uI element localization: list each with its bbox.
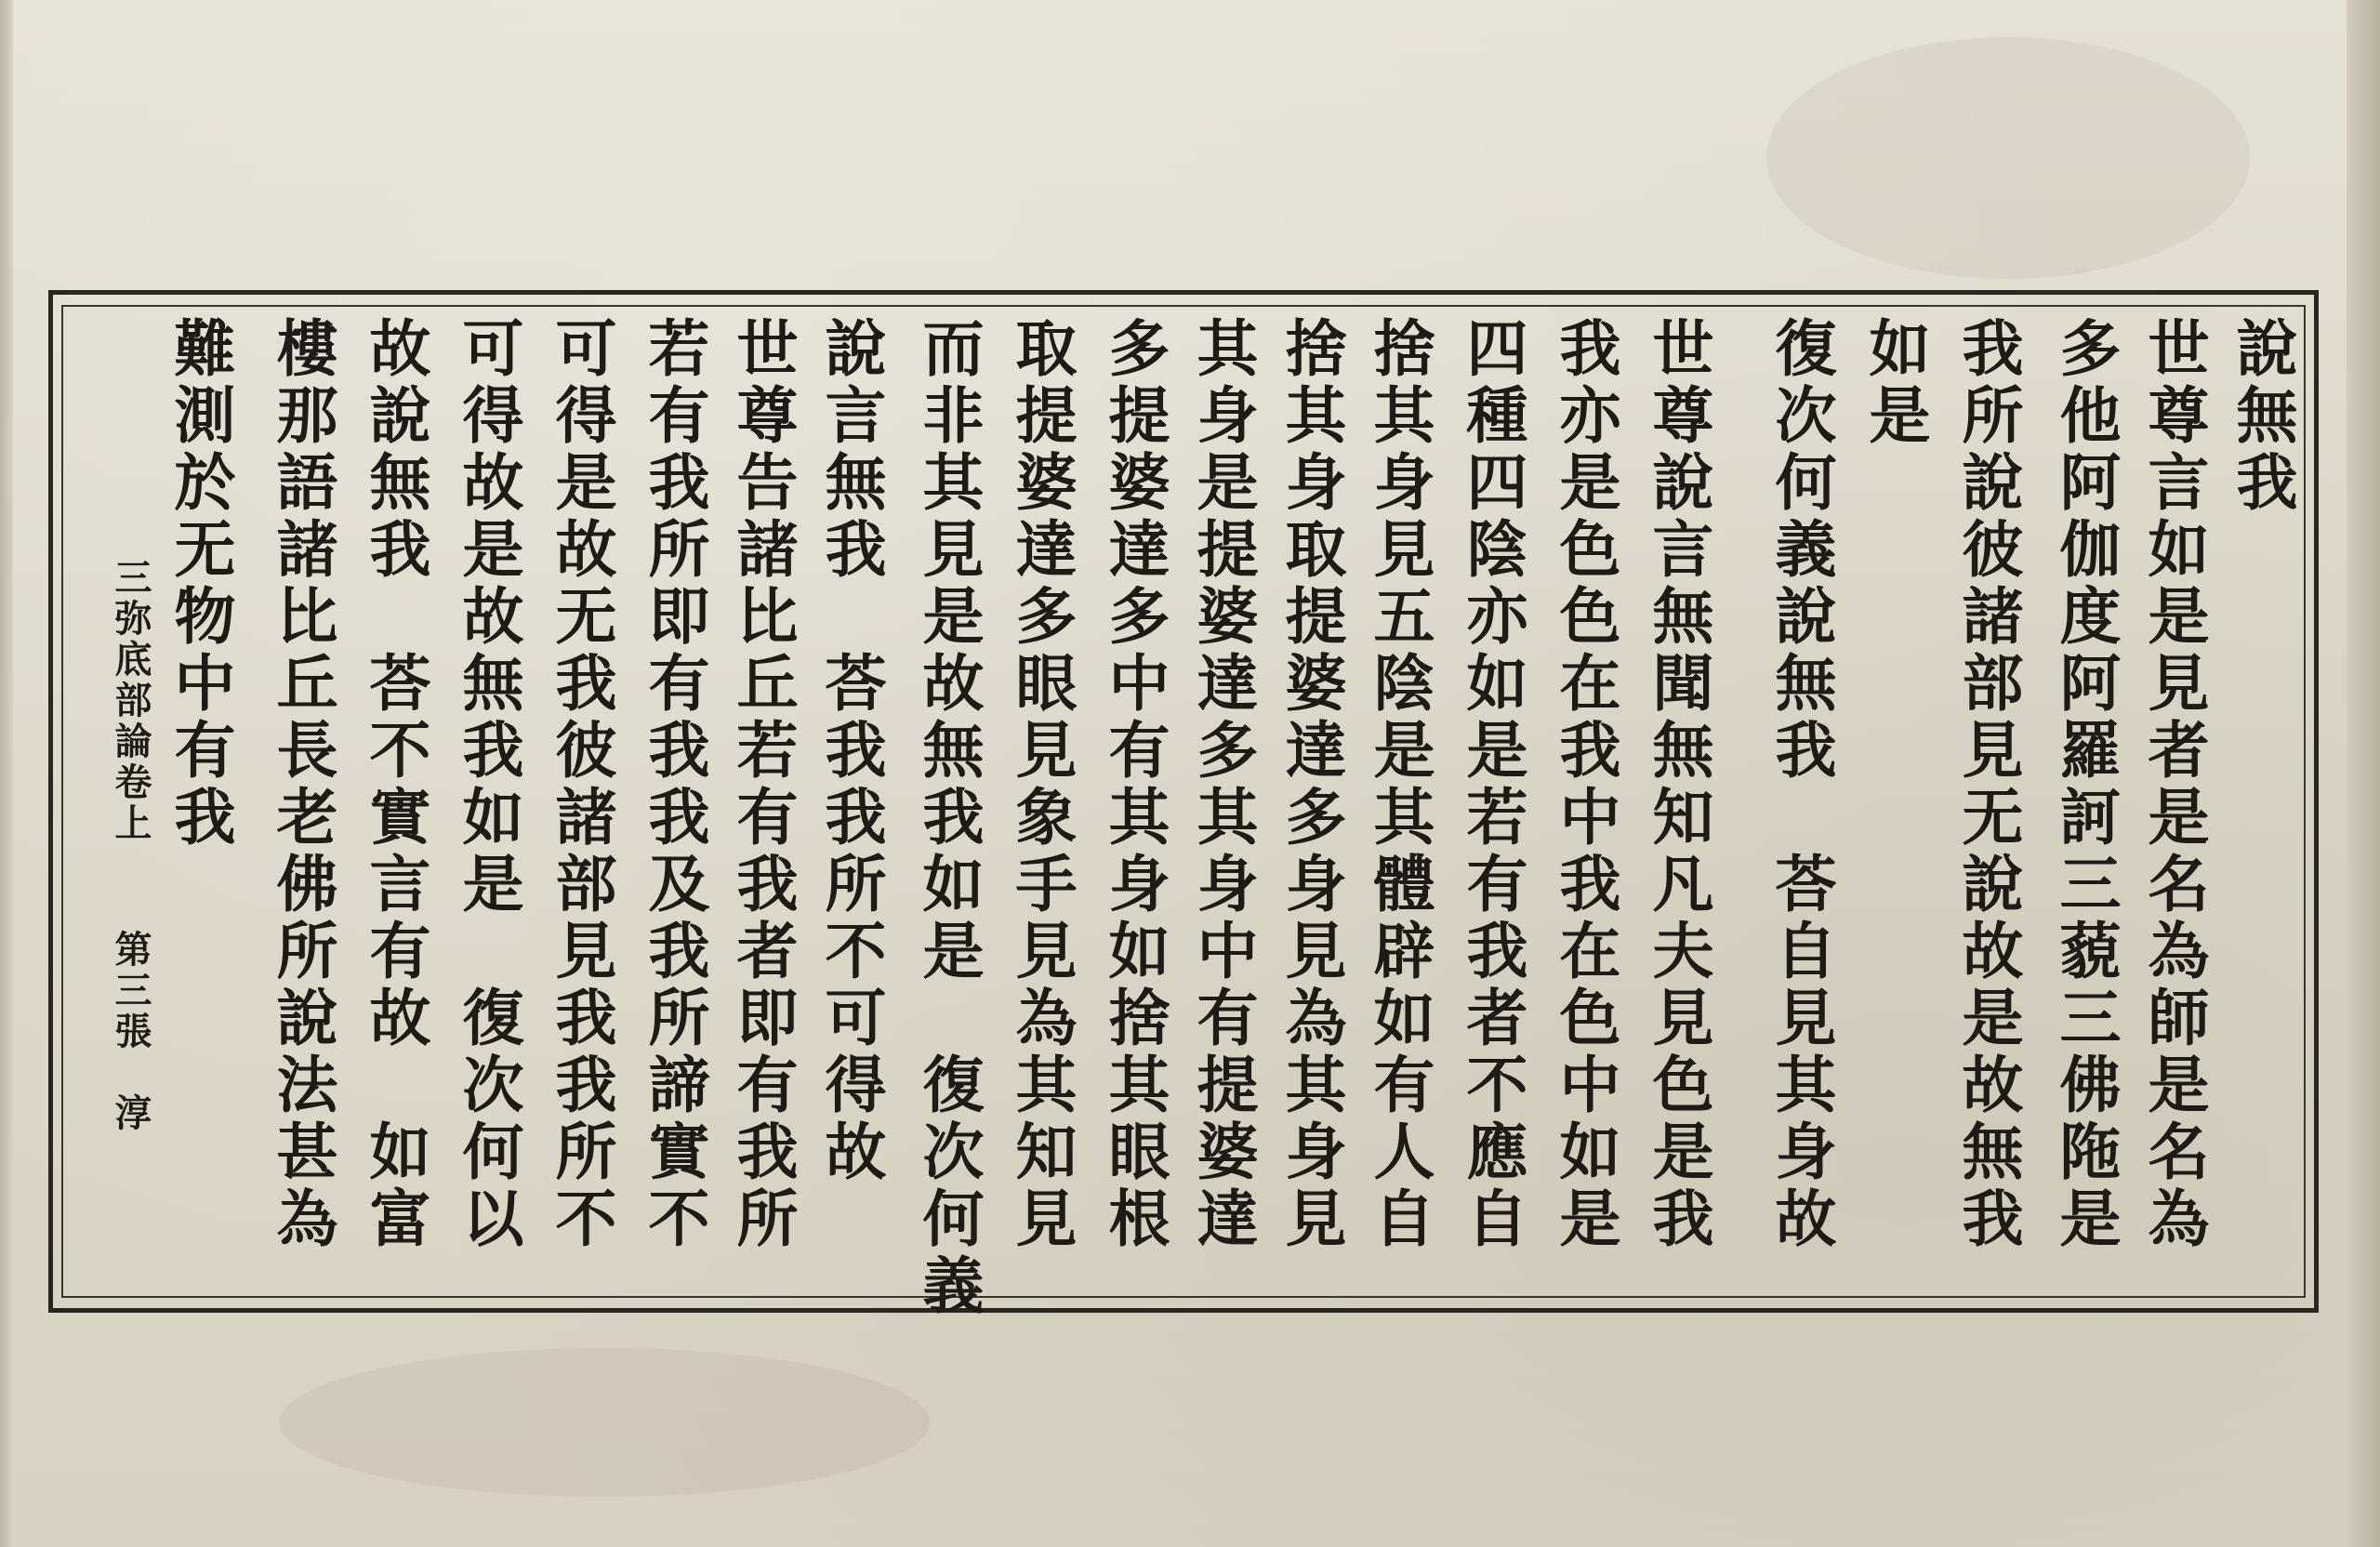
text-column: 世尊告諸比丘若有我者即有我所 [726,316,799,1253]
text-column: 說無我 [2226,316,2298,517]
page-left-edge [0,0,13,1547]
text-column: 難測於无物中有我 [164,316,236,852]
page-right-edge [2347,0,2380,1547]
text-column: 捨其身見五陰是其體辟如有人自 [1363,316,1435,1253]
paper-stain [279,1348,930,1497]
text-column: 四種四陰亦如是若有我者不應自 [1456,316,1528,1253]
text-column: 說言無我 荅我我所不可得故 [814,316,887,1186]
text-column: 世尊言如是見者是名為師是名為 [2137,316,2210,1253]
text-column: 我所說彼諸部見无說故是故無我 [1951,316,2024,1253]
paper-stain [1766,37,2250,279]
text-column: 其身是提婆達多其身中有提婆達 [1186,316,1259,1253]
text-column: 取提婆達多眼見象手見為其知見 [1005,316,1078,1253]
text-column: 若有我所即有我我及我所諦實不 [638,316,710,1253]
text-column: 樓那語諸比丘長老佛所說法甚為 [266,316,338,1253]
text-column: 我亦是色色在我中我在色中如是 [1549,316,1621,1253]
text-column: 世尊說言無聞無知凡夫見色是我 [1642,316,1714,1253]
margin-page-number: 第三張 淳 [109,930,152,1134]
text-column: 如是 [1858,316,1931,450]
text-column: 多他阿伽度阿羅訶三藐三佛陁是 [2049,316,2122,1253]
text-column: 故說無我 荅不實言有故 如富 [359,316,431,1253]
text-column: 可得是故无我彼諸部見我我所不 [545,316,617,1253]
text-column: 而非其見是故無我如是 復次何義 [912,316,985,1320]
margin-book-title: 三弥底部論卷上 [109,558,152,844]
text-column: 多提婆達多中有其身如捨其眼根 [1098,316,1170,1253]
text-column: 可得故是故無我如是 復次何以 [452,316,524,1253]
text-column: 復次何義說無我 荅自見其身故 [1765,316,1837,1253]
text-column: 捨其身取提婆達多身見為其身見 [1275,316,1347,1253]
